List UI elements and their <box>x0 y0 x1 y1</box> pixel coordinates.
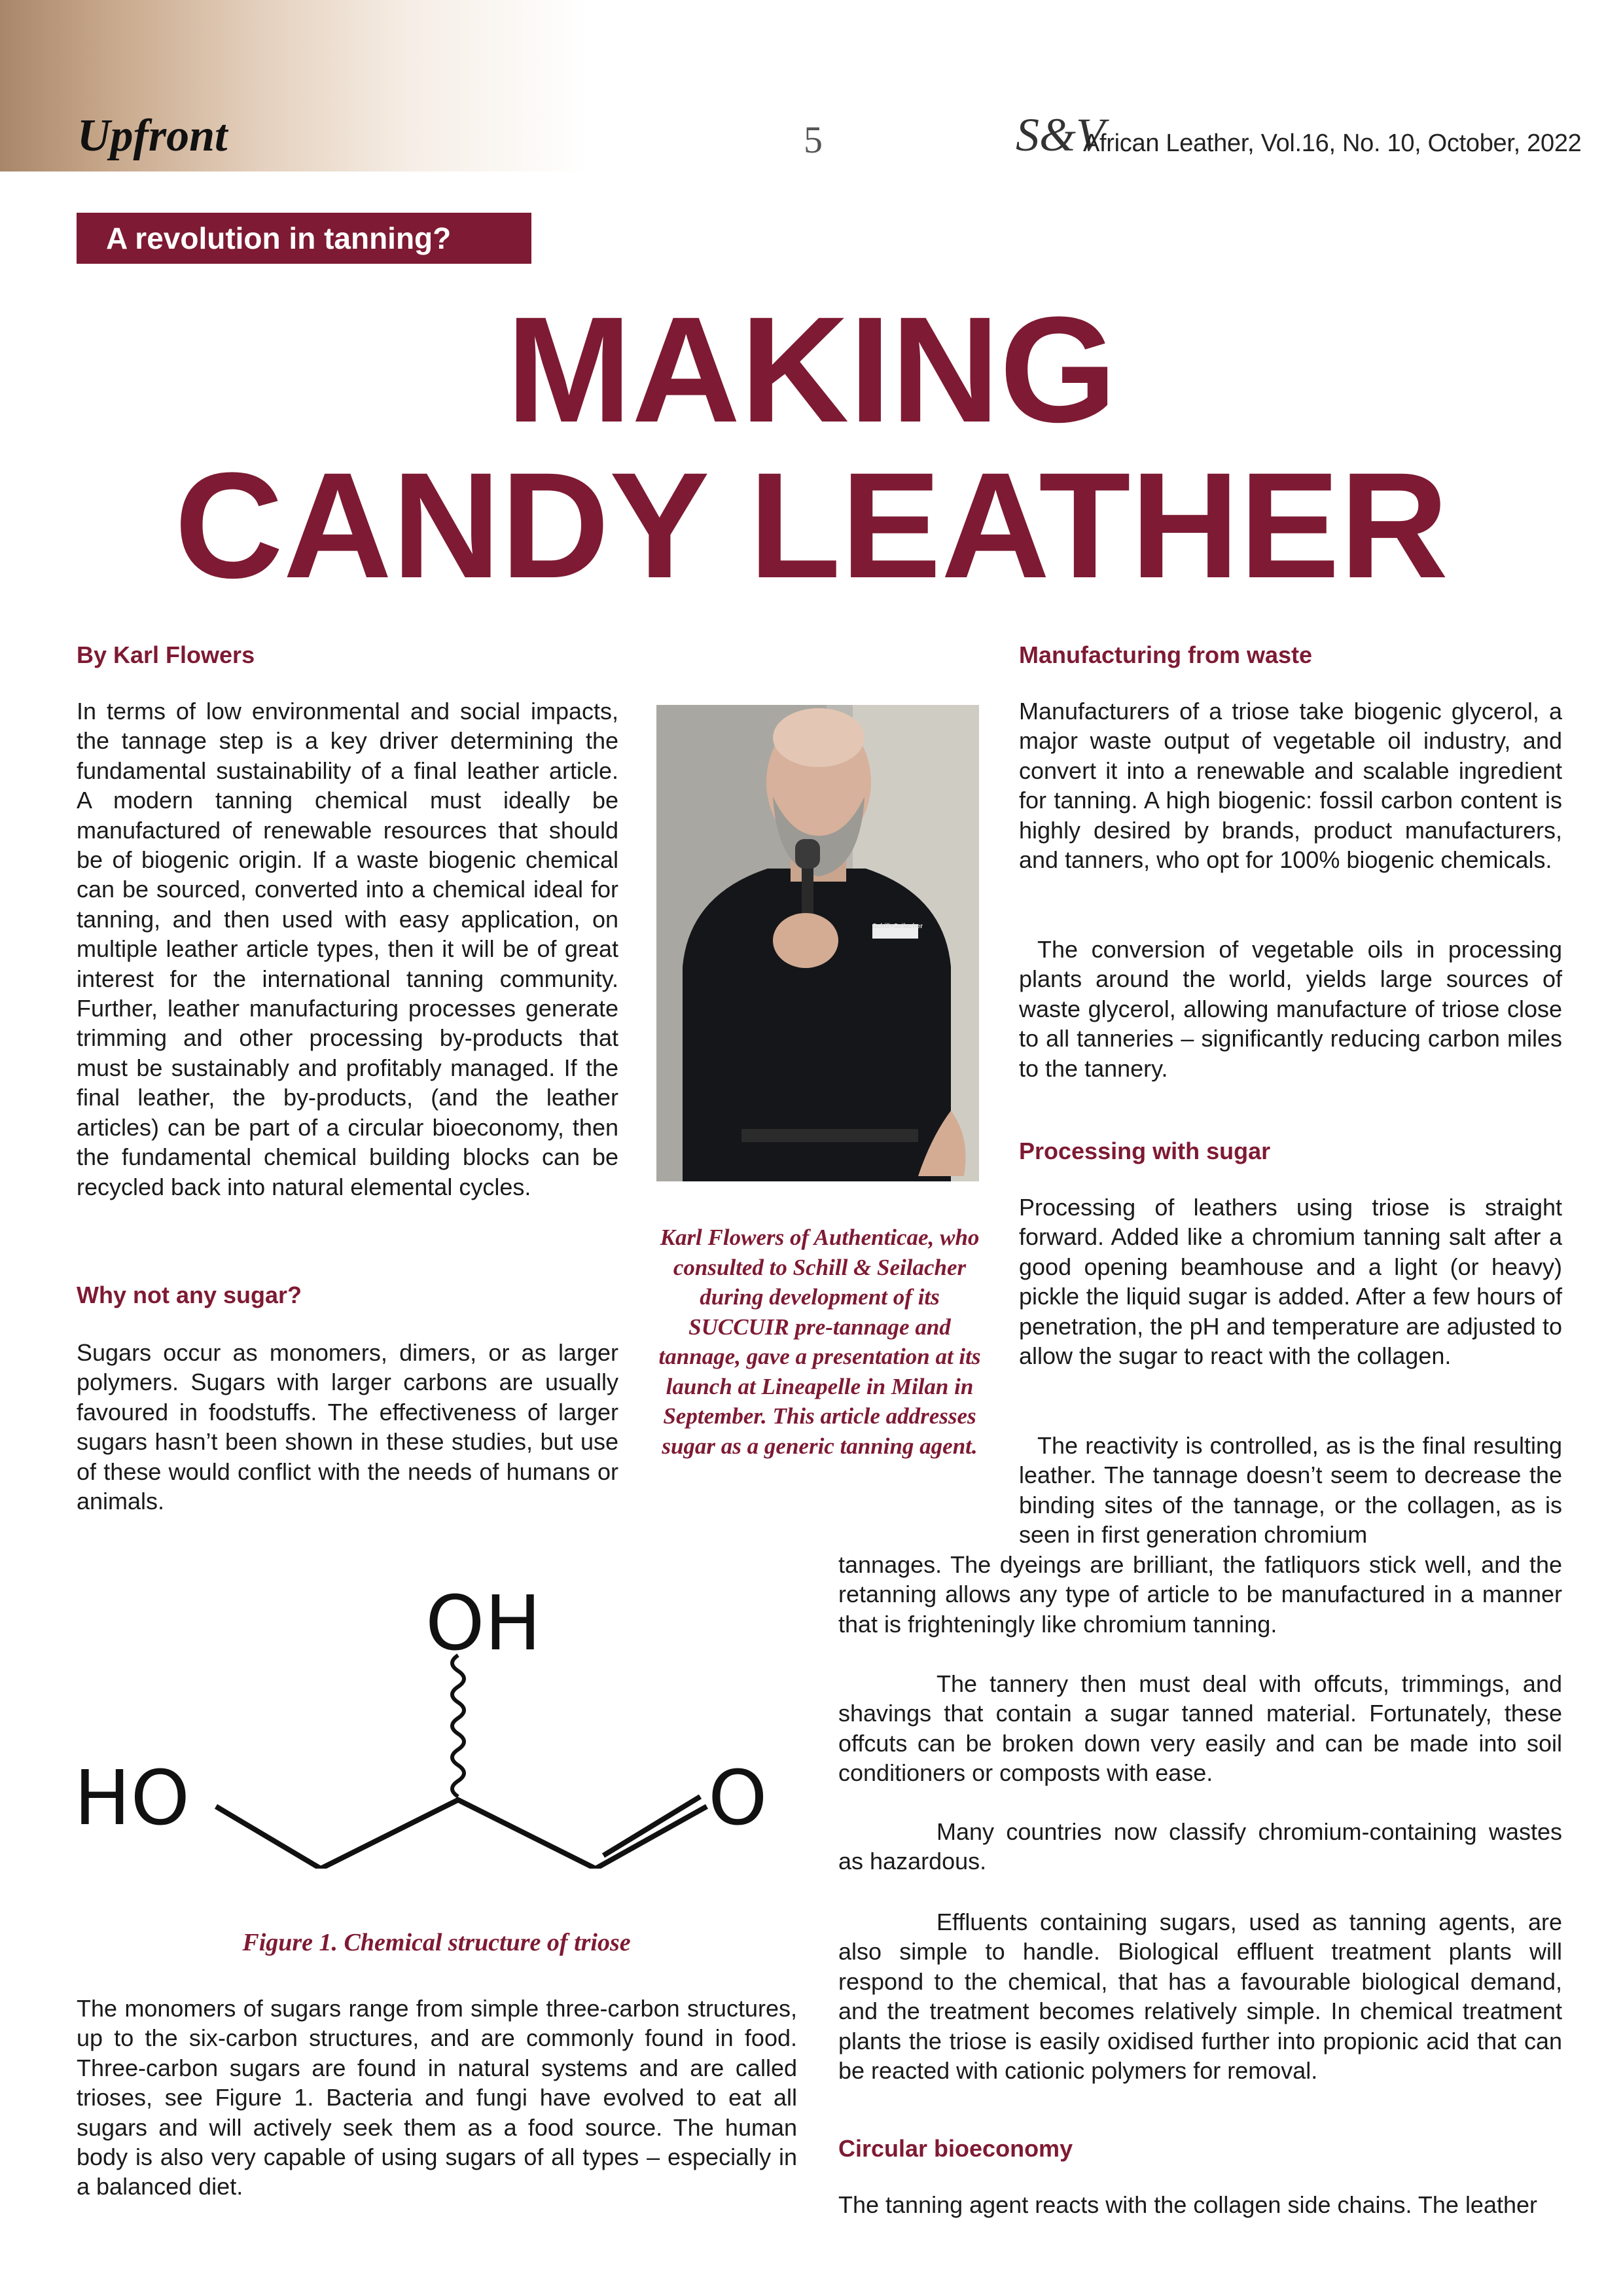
headline-line-1: MAKING <box>506 285 1117 454</box>
publisher-logo: S&V <box>1016 109 1105 161</box>
processing-paragraph-2b: tannages. The dyeings are brilliant, the fatliquors stick well, and the retanning allows any type of article to be manufactured in a manner that is frighteningly like chromium tanning. <box>838 1551 1562 1638</box>
byline: By Karl Flowers <box>77 641 255 668</box>
why-sugar-paragraph: Sugars occur as monomers, dimers, or as larger polymers. Sugars with larger carbons are usually favoured in foodstuffs. The effectiveness of larger sugars hasn’t been shown in these studies, but use of these would conflict with the needs of humans or animals. <box>77 1339 618 1515</box>
processing-paragraph-5: Effluents containing sugars, used as tanning agents, are also simple to handle. Biological effluent treatment plants will respond to the chemical, that has a favourable biological demand, and the treatment becomes relatively simple. In chemical treatment plants the triose is easily oxidised further into propionic acid that can be reacted with cationic polymers for removal. <box>838 1909 1562 2085</box>
section-label: Upfront <box>77 111 228 161</box>
processing-paragraph-1: Processing of leathers using triose is straight forward. Added like a chromium tanning salt after a good opening beamhouse and a light (or heavy) pickle the liquid sugar is added. After a few hours of penetration, the pH and temperature are adjusted to allow the sugar to react with the collagen. <box>1019 1194 1562 1370</box>
processing-paragraph-4: Many countries now classify chromium-containing wastes as hazardous. <box>838 1818 1562 1875</box>
processing-paragraph-2a: The reactivity is controlled, as is the final resulting leather. The tannage doesn’t seem to decrease the binding sites of the tannage, or the collagen, as is seen in first generation chromium <box>1019 1432 1562 1549</box>
manufacturing-paragraph-1: Manufacturers of a triose take biogenic glycerol, a major waste output of vegetable oil industry, and convert it into a renewable and scalable ingredient for tanning. A high biogenic: fossil carbon content is highly desired by brands, product manufacturers, and tanners, who opt for 100% biogenic chemicals. <box>1019 698 1562 874</box>
headline-line-2: CANDY LEATHER <box>174 441 1449 609</box>
oxygen-label: O <box>708 1755 768 1842</box>
intro-paragraph: In terms of low environmental and social impacts, the tannage step is a key driver determining the fundamental sustainability of a final leather article. A modern tanning chemical must ideally be manufactured of renewable resources that should be of biogenic origin. If a waste biogenic chemical can be sourced, converted into a chemical ideal for tanning, and then used with easy application, on multiple leather article types, then it will be of great interest for the international tanning community. Further, leather manufacturing processes generate trimming and other processing by-products that must be sustainably and profitably managed. If the final leather, the by-products, (and the leather articles) can be part of a circular bioeconomy, then the fundamental chemical building blocks can be recycled back into natural elemental cycles. <box>77 698 618 1200</box>
processing-paragraph-3: The tannery then must deal with offcuts, trimmings, and shavings that contain a sugar tanned material. Fortunately, these offcuts can be broken down very easily and can be made into soil conditioners or composts with ease. <box>838 1670 1562 1787</box>
page-number: 5 <box>804 118 823 161</box>
triose-structure-figure <box>72 1581 798 1869</box>
publication-info: African Leather, Vol.16, No. 10, October, 2022 <box>1083 130 1582 157</box>
hydroxyl-label-top: OH <box>425 1581 541 1668</box>
shirt-logo: Schill+Seilacher <box>872 923 923 930</box>
section-heading-circular: Circular bioeconomy <box>838 2135 1073 2162</box>
hydroxyl-label-left: HO <box>74 1755 190 1842</box>
section-heading-processing: Processing with sugar <box>1019 1138 1271 1164</box>
monomers-paragraph: The monomers of sugars range from simple three-carbon structures, up to the six-carbon structures, and are commonly found in food. Three-carbon sugars are found in natural systems and are called trioses, see Figure 1. Bacteria and fungi have evolved to eat all sugars and will actively seek them as a food source. The human body is also very capable of using sugars of all types – especially in a balanced diet. <box>77 1995 797 2200</box>
manufacturing-paragraph-2: The conversion of vegetable oils in processing plants around the world, yields large sources of waste glycerol, allowing manufacture of triose close to all tanneries – significantly reducing carbon miles to the tannery. <box>1019 936 1562 1082</box>
section-heading-why-sugar: Why not any sugar? <box>77 1282 302 1308</box>
section-heading-manufacturing: Manufacturing from waste <box>1019 641 1313 668</box>
figure-caption: Figure 1. Chemical structure of triose <box>242 1929 631 1956</box>
photo-caption: Karl Flowers of Authenticae, who consulted to Schill & Seilacher during development of its SUCCUIR pre-tannage and tannage, gave a presentation at its launch at Lineapelle in Milan in September. This article addresses sugar as a generic tanning agent. <box>658 1225 981 1459</box>
kicker-label: A revolution in tanning? <box>77 213 531 264</box>
circular-paragraph: The tanning agent reacts with the collagen side chains. The leather <box>838 2191 1538 2218</box>
author-photo <box>656 705 979 1181</box>
